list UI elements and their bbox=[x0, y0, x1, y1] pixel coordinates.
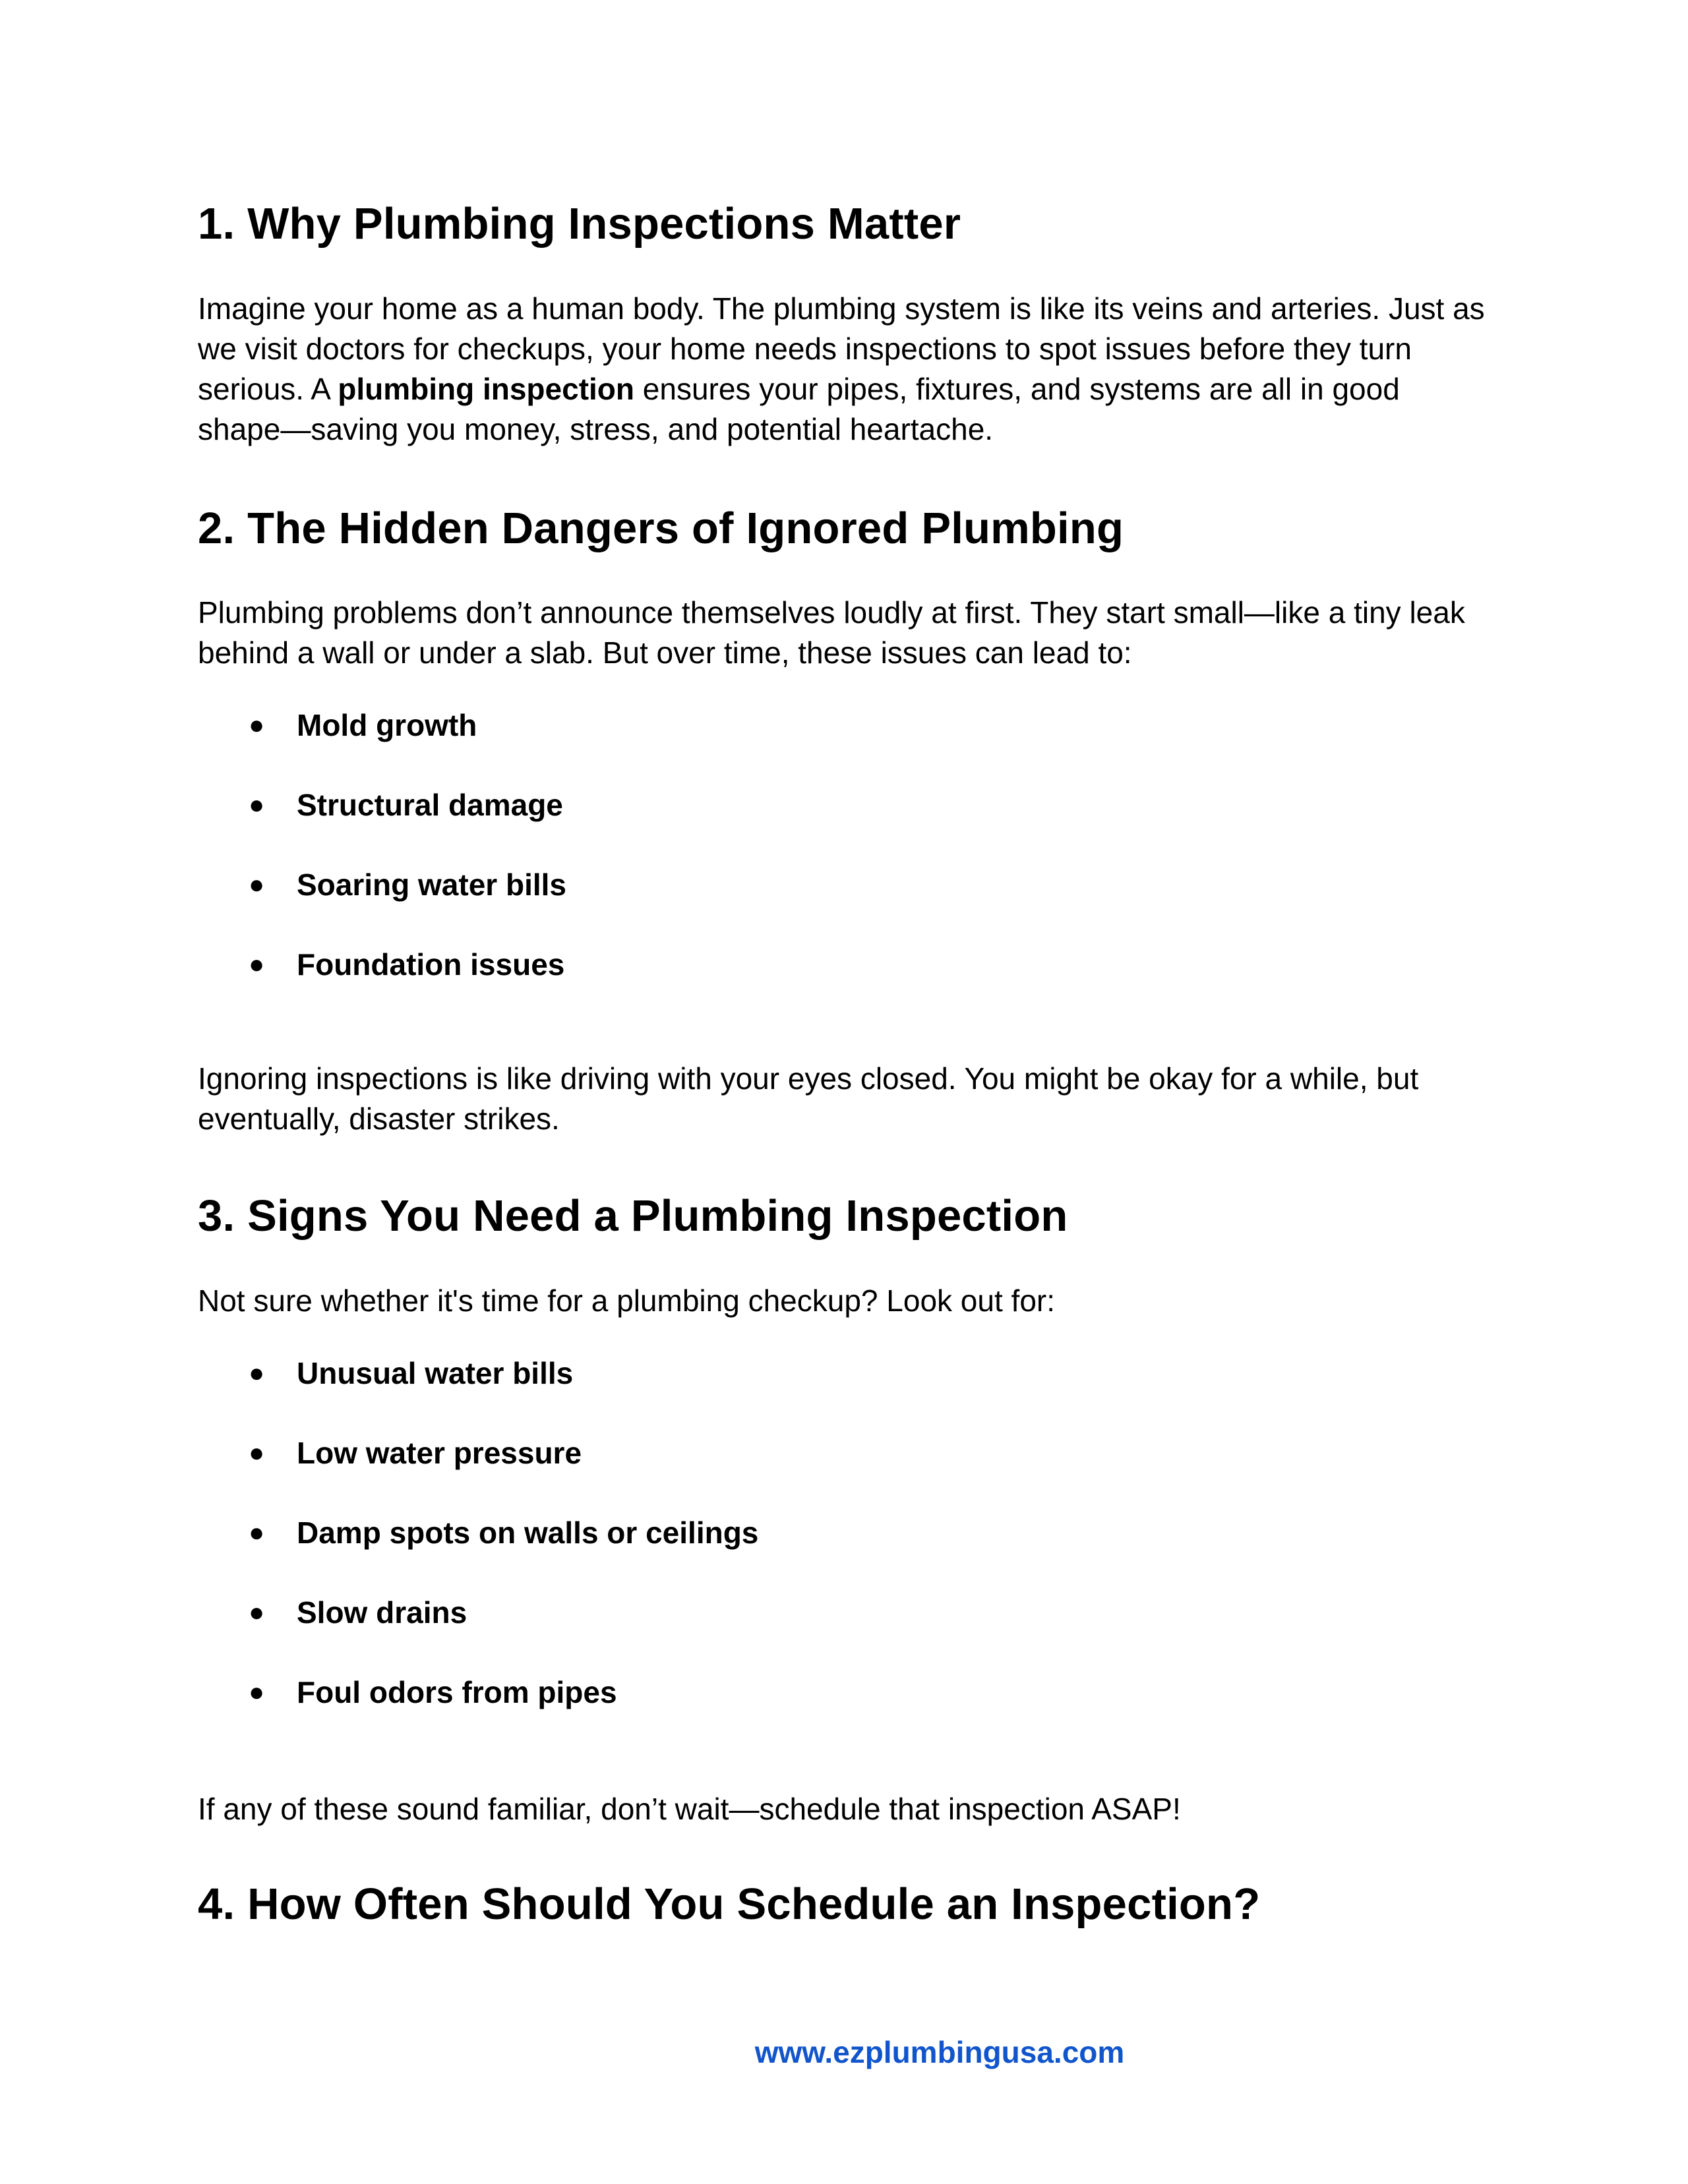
bullet-icon: ● bbox=[249, 1438, 265, 1467]
bullet-icon: ● bbox=[249, 1359, 265, 1388]
list-item-label: Mold growth bbox=[297, 708, 477, 742]
list-item-label: Structural damage bbox=[297, 788, 563, 822]
list-item bbox=[198, 785, 566, 865]
bullet-icon: ● bbox=[249, 950, 265, 979]
list-item bbox=[198, 1513, 758, 1593]
section-3-heading: 3. Signs You Need a Plumbing Inspection bbox=[198, 1191, 1068, 1241]
section-3-list bbox=[198, 1353, 758, 1752]
list-item bbox=[198, 1353, 758, 1433]
section-2-intro: Plumbing problems don’t announce themselves loudly at first. They start small—like a tiny leak behind a wall or under a slab. But over time, these issues can lead to: bbox=[198, 595, 1465, 670]
list-item bbox=[198, 705, 566, 785]
section-3-outro: If any of these sound familiar, don’t wait—schedule that inspection ASAP! bbox=[198, 1792, 1181, 1826]
bullet-icon: ● bbox=[249, 1598, 265, 1627]
list-item-label: Low water pressure bbox=[297, 1436, 582, 1470]
list-item-label: Soaring water bills bbox=[297, 868, 566, 902]
list-item-label: Foundation issues bbox=[297, 947, 565, 982]
list-item-label: Damp spots on walls or ceilings bbox=[297, 1516, 759, 1550]
section-1-paragraph bbox=[198, 289, 1490, 450]
section-2-heading: 2. The Hidden Dangers of Ignored Plumbing bbox=[198, 504, 1124, 553]
list-item bbox=[198, 1433, 758, 1513]
list-item bbox=[198, 1593, 758, 1672]
list-item-label: Foul odors from pipes bbox=[297, 1675, 617, 1709]
section-1-text-start: Imagine your home as a human body. The plumbing system is like its veins and arteries. Just as we visit doctors for checkups, your home needs inspections to spot issues before they turn serious. A bbox=[198, 291, 1485, 406]
list-item bbox=[198, 945, 566, 1024]
list-item bbox=[198, 865, 566, 945]
bullet-icon: ● bbox=[249, 1678, 265, 1707]
section-1-bold-term: plumbing inspection bbox=[338, 372, 634, 406]
section-1-heading: 1. Why Plumbing Inspections Matter bbox=[198, 199, 961, 249]
list-item-label: Unusual water bills bbox=[297, 1356, 574, 1390]
list-item-label: Slow drains bbox=[297, 1595, 467, 1630]
footer-website-link[interactable]: www.ezplumbingusa.com bbox=[754, 2035, 1125, 2069]
list-item bbox=[198, 1672, 758, 1752]
section-2-list bbox=[198, 705, 566, 1024]
section-4-heading: 4. How Often Should You Schedule an Inspection? bbox=[198, 1879, 1261, 1929]
bullet-icon: ● bbox=[249, 790, 265, 819]
section-3-intro: Not sure whether it's time for a plumbing checkup? Look out for: bbox=[198, 1284, 1055, 1318]
bullet-icon: ● bbox=[249, 711, 265, 740]
bullet-icon: ● bbox=[249, 870, 265, 899]
bullet-icon: ● bbox=[249, 1518, 265, 1547]
section-2-outro: Ignoring inspections is like driving with your eyes closed. You might be okay for a while, but eventually, disaster strikes. bbox=[198, 1061, 1419, 1136]
section-1-text-end: ensures your pipes, fixtures, and systems are all in good shape—saving you money, stress, and potential heartache. bbox=[198, 372, 1400, 446]
